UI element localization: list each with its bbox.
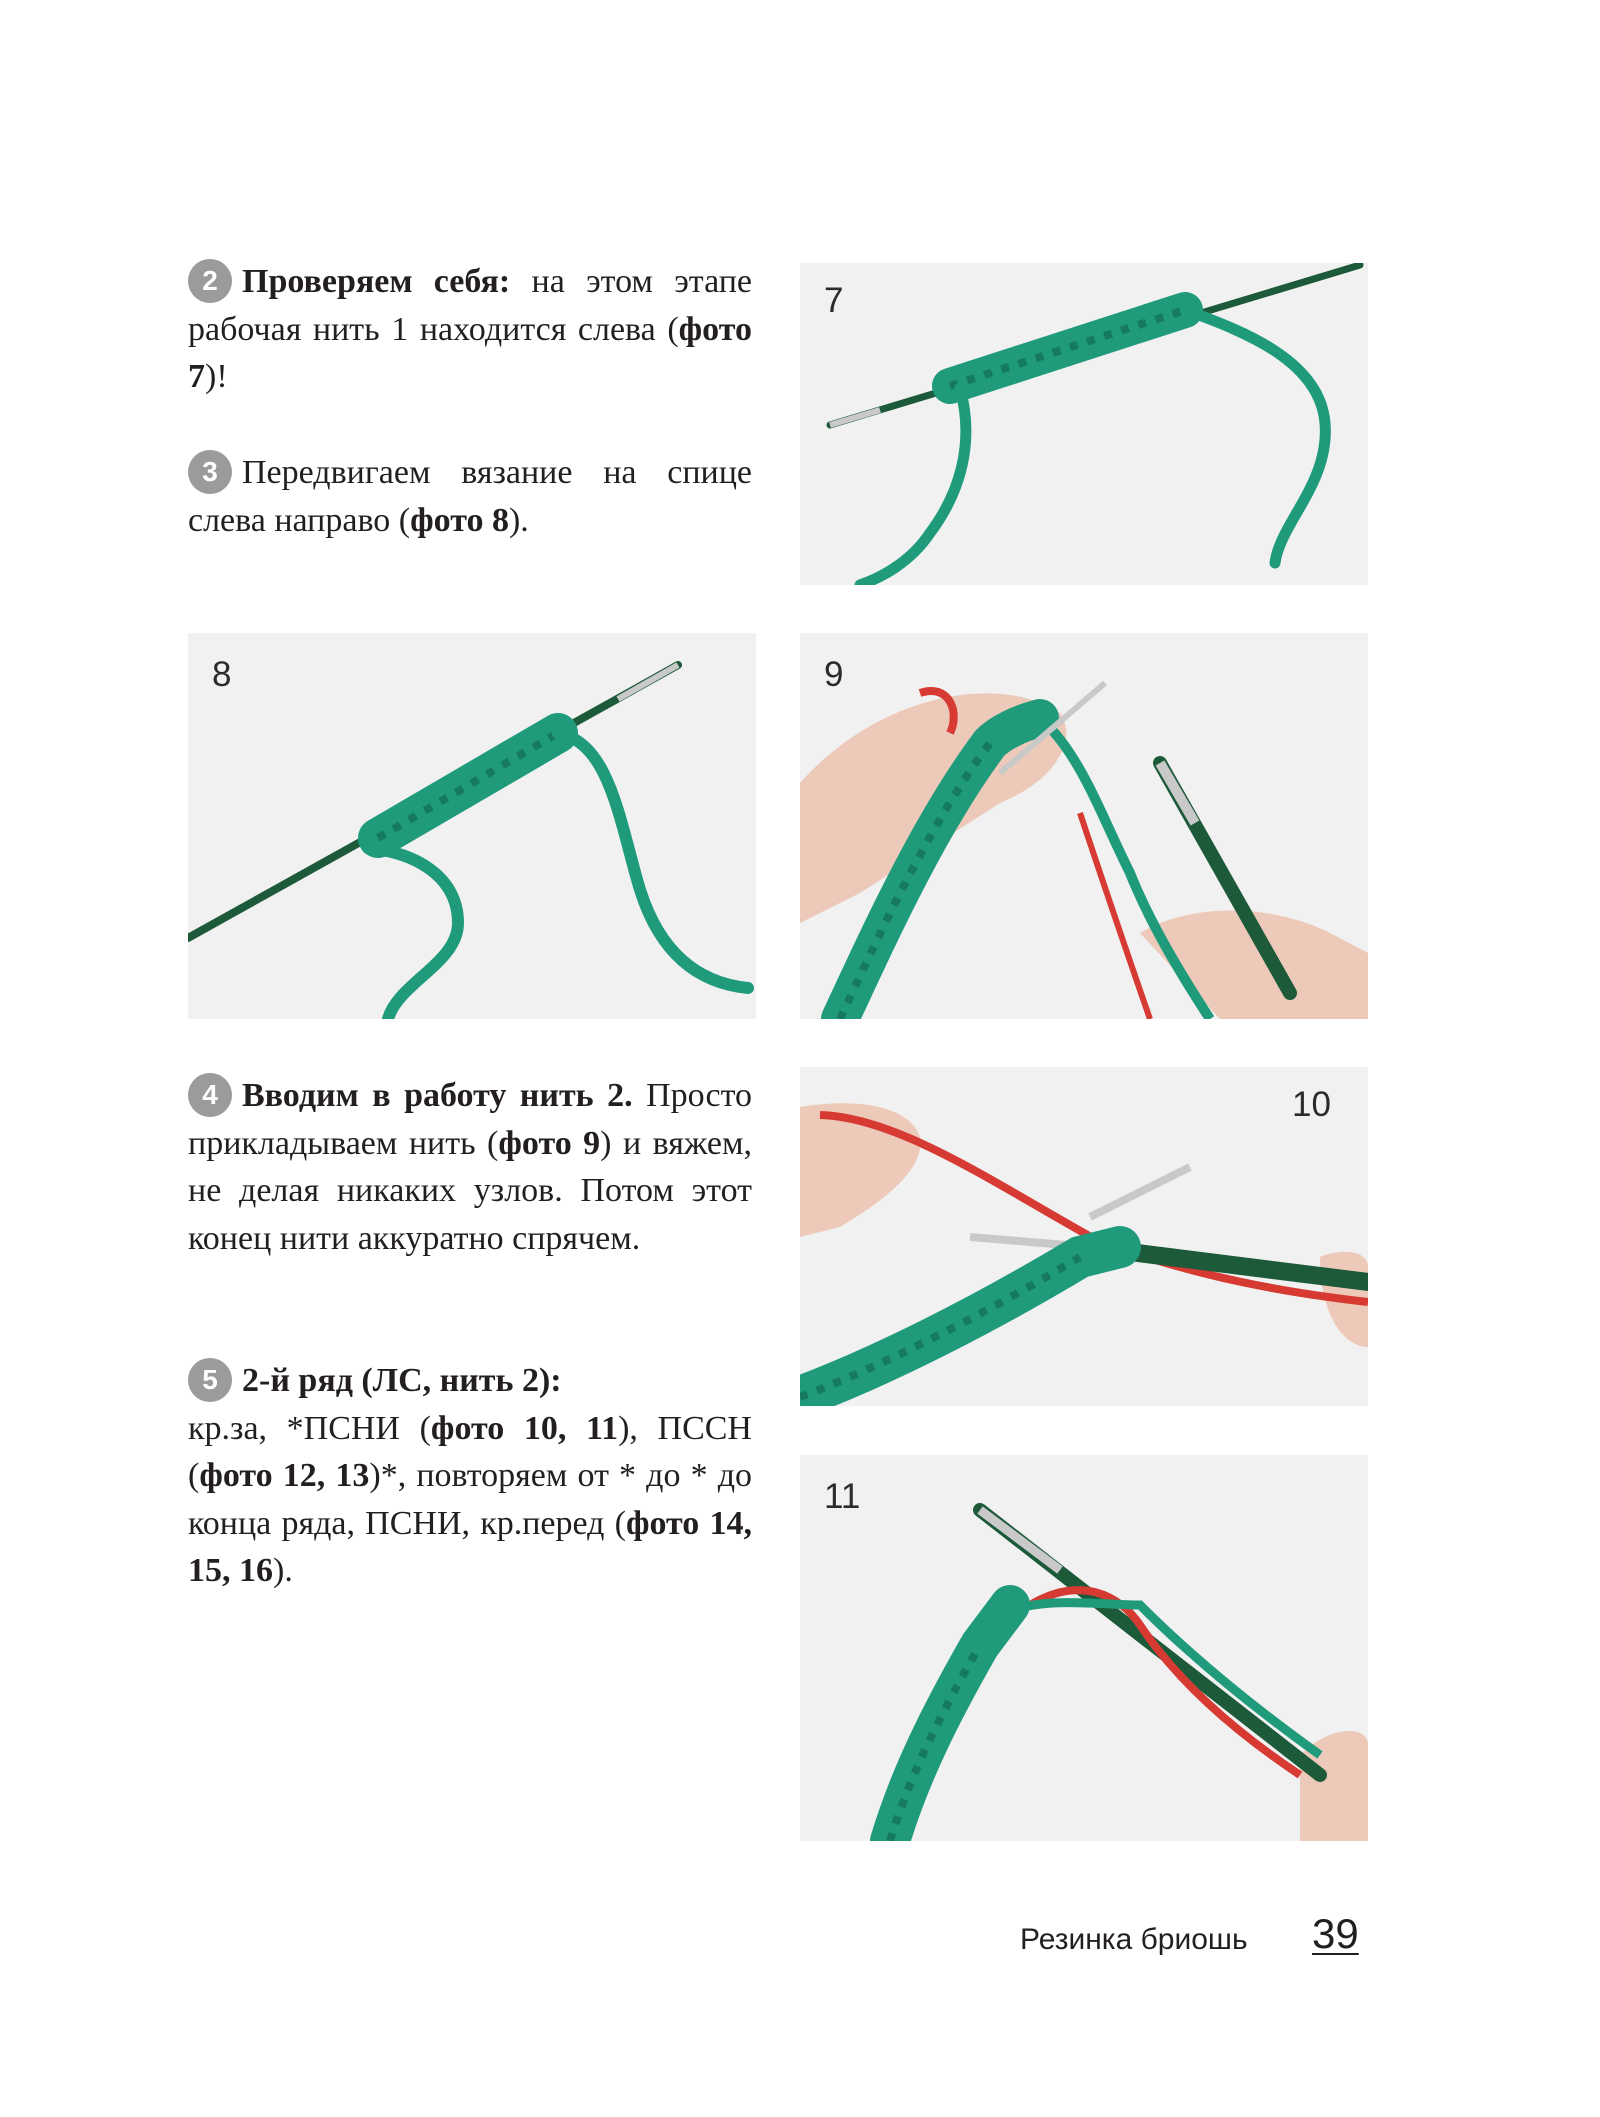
step-number-badge: 4 <box>188 1073 232 1117</box>
step-number-badge: 5 <box>188 1358 232 1402</box>
step-5-text-end: ). <box>273 1552 293 1589</box>
step-5-paragraph <box>188 1357 752 1595</box>
photo-9 <box>800 633 1368 1019</box>
knitting-photo-8-illustration <box>188 633 756 1019</box>
photo-10 <box>800 1067 1368 1406</box>
step-2-heading: Проверяем себя: <box>242 263 511 300</box>
knitting-photo-7-illustration <box>800 263 1368 585</box>
step-3-paragraph <box>188 449 752 544</box>
knitting-photo-11-illustration <box>800 1455 1368 1841</box>
step-4-paragraph <box>188 1072 752 1262</box>
photo-reference: фото 7 <box>188 310 752 395</box>
page-number: 39 <box>1312 1910 1359 1957</box>
photo-reference: фото 12, 13 <box>199 1457 370 1494</box>
step-4-text-end: ) и вяжем, не делая никаких узлов. Потом этот конец нити аккуратно спрячем. <box>188 1124 752 1257</box>
step-number-badge: 3 <box>188 450 232 494</box>
step-5-text: )*, повторяем от * до * до конца ряда, ПСНИ, кр.перед ( <box>188 1457 752 1542</box>
running-footer-title: Резинка бриошь <box>1020 1923 1248 1956</box>
photo-number: 11 <box>824 1477 861 1516</box>
photo-number: 9 <box>824 655 844 694</box>
photo-number: 7 <box>824 281 844 320</box>
step-3-text-end: ). <box>508 501 529 539</box>
knitting-photo-9-illustration <box>800 633 1368 1019</box>
step-5-text: кр.за, *ПСНИ ( <box>188 1409 431 1447</box>
step-2-text-end: )! <box>205 358 228 395</box>
step-5-heading: 2-й ряд (ЛС, нить 2): <box>242 1362 562 1399</box>
photo-number: 8 <box>212 655 232 694</box>
photo-8 <box>188 633 756 1019</box>
step-2-paragraph <box>188 258 752 401</box>
step-4-text: Просто прикладываем нить ( <box>188 1077 753 1162</box>
photo-reference: фото 9 <box>498 1124 601 1162</box>
knitting-photo-10-illustration <box>800 1067 1368 1406</box>
photo-reference: фото 14, 15, 16 <box>188 1504 752 1589</box>
step-5-text: ), ПССН ( <box>188 1409 752 1494</box>
step-number-badge: 2 <box>188 259 232 303</box>
photo-reference: фото 8 <box>410 501 509 539</box>
photo-7 <box>800 263 1368 585</box>
step-3-text: Передвигаем вязание на спице слева направо ( <box>188 454 752 539</box>
photo-11 <box>800 1455 1368 1841</box>
step-2-text: на этом этапе рабочая нить 1 находится слева ( <box>188 263 752 348</box>
photo-number: 10 <box>1292 1085 1331 1124</box>
photo-reference: фото 10, 11 <box>430 1409 619 1447</box>
step-4-heading: Вводим в работу нить 2. <box>242 1077 633 1114</box>
